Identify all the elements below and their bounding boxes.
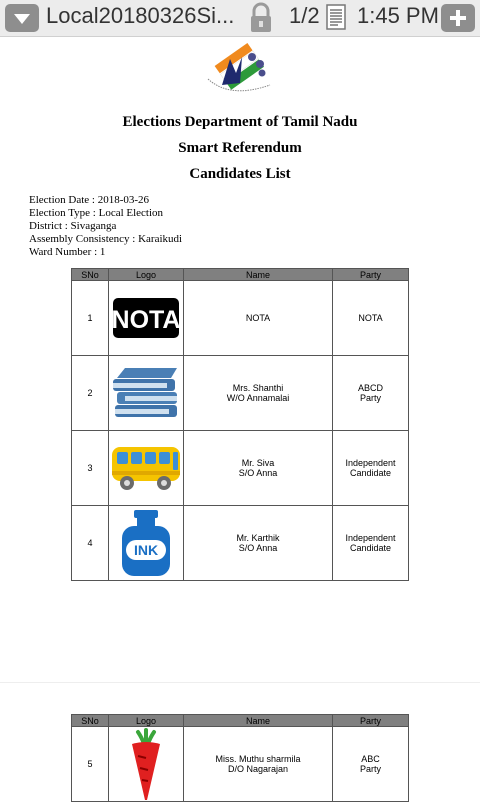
candidate-relation: S/O Anna [238,468,278,478]
cell-logo [109,431,184,506]
viewer-toolbar [0,0,480,37]
carrot-icon [126,728,166,800]
lock-icon [246,2,276,34]
nota-logo-text: NOTA [112,306,180,334]
table-header-row [72,269,409,281]
table-row [72,506,409,581]
department-heading: Elections Department of Tamil Nadu [122,114,358,130]
menu-dropdown-button[interactable] [5,4,39,32]
candidate-name: Mrs. Shanthi [232,383,284,393]
party-name-2: Party [359,393,381,403]
chevron-down-icon [5,4,39,32]
header-name: Name [184,269,333,281]
header-party: Party [333,269,409,281]
books-icon [111,365,181,421]
header-logo: Logo [109,715,184,727]
party-name-2: Party [359,764,381,774]
cell-name [184,281,333,356]
candidate-name: NOTA [245,313,271,323]
page-separator [0,682,480,683]
candidate-relation: S/O Anna [238,543,278,553]
cell-sno: 2 [72,356,109,431]
election-meta [29,194,182,259]
cell-sno: 1 [72,281,109,356]
table-row [72,356,409,431]
cell-party [333,281,409,356]
candidate-relation: W/O Annamalai [226,393,290,403]
table-header-row [72,715,409,727]
candidates-list-heading: Candidates List [189,166,291,182]
table-row [72,727,409,802]
cell-logo [109,356,184,431]
ink-bottle-icon [118,508,174,578]
header-sno: SNo [72,269,109,281]
cell-logo [109,281,184,356]
party-name-2: Candidate [349,543,392,553]
table-row [72,431,409,506]
cell-party [333,356,409,431]
bus-icon [110,443,182,493]
cell-party [333,431,409,506]
cell-sno: 5 [72,727,109,802]
party-name: Independent [345,533,396,543]
cell-logo [109,506,184,581]
cell-party [333,727,409,802]
nota-icon [112,297,180,339]
cell-party [333,506,409,581]
election-emblem-icon [200,39,282,95]
page-indicator: 1/2 [289,3,320,28]
plus-icon [441,4,475,32]
document-title: Local20180326Si... [46,3,235,28]
cell-logo [109,727,184,802]
election-date: Election Date : 2018-03-26 [29,194,150,206]
candidate-name: Mr. Karthik [236,533,280,543]
party-name-2: Candidate [349,468,392,478]
party-name: ABCD [357,383,383,393]
party-name: Independent [345,458,396,468]
ink-logo-text: INK [133,542,159,558]
candidate-name: Miss. Muthu sharmila [215,754,301,764]
document-page-icon[interactable] [326,4,346,30]
header-sno: SNo [72,715,109,727]
party-name: ABC [361,754,380,764]
cell-name [184,356,333,431]
election-type: Election Type : Local Election [29,207,164,219]
pdf-page[interactable] [0,37,480,800]
cell-sno: 3 [72,431,109,506]
candidate-relation: D/O Nagarajan [227,764,289,774]
table-row [72,281,409,356]
cell-name [184,506,333,581]
candidate-name: Mr. Siva [241,458,275,468]
header-logo: Logo [109,269,184,281]
candidates-table-continued [71,714,409,802]
cell-name [184,431,333,506]
district: District : Sivaganga [29,220,117,232]
add-button[interactable] [441,4,475,32]
cell-name [184,727,333,802]
party-name: NOTA [358,313,383,323]
referendum-heading: Smart Referendum [178,140,302,156]
header-name: Name [184,715,333,727]
clock-time: 1:45 PM [357,3,439,28]
assembly-constituency: Assembly Consistency : Karaikudi [29,233,183,245]
header-party: Party [333,715,409,727]
candidates-table [71,268,409,581]
ward-number: Ward Number : 1 [29,246,106,258]
cell-sno: 4 [72,506,109,581]
